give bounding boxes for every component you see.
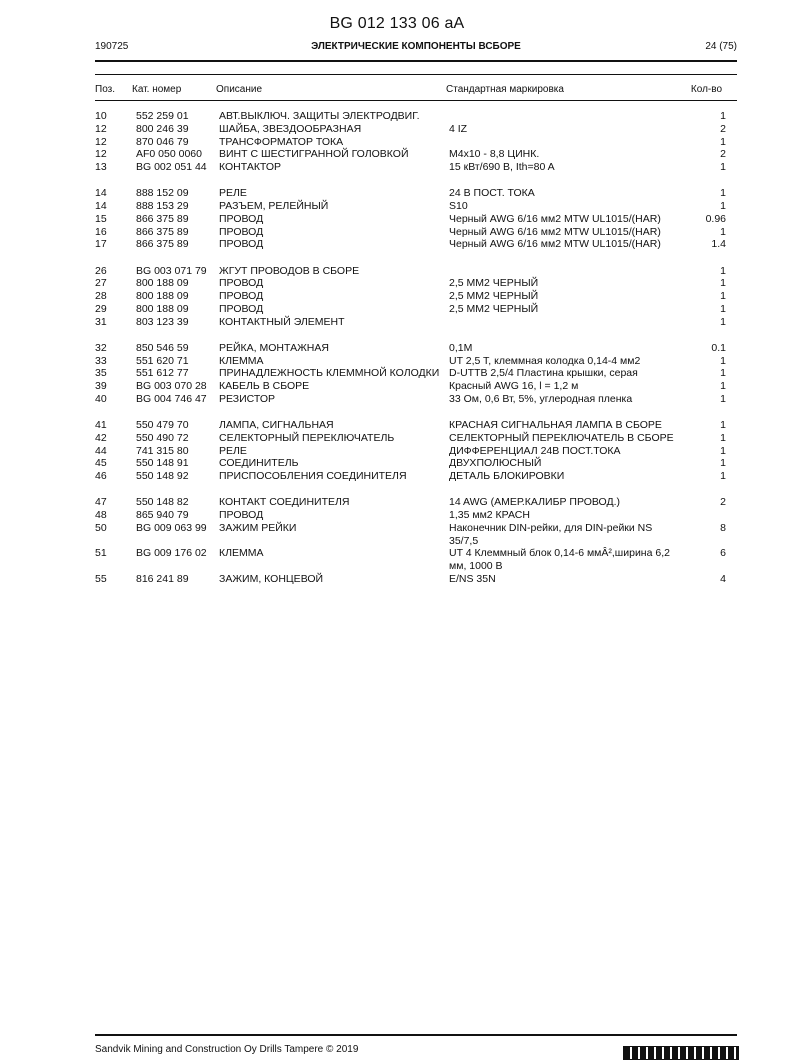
row-catalog-number: BG 009 176 02	[136, 547, 207, 560]
row-standard-marking: ДИФФЕРЕНЦИАЛ 24В ПОСТ.ТОКА	[449, 444, 621, 457]
row-position: 14	[95, 187, 107, 200]
row-description: ЗАЖИМ РЕЙКИ	[219, 521, 297, 534]
row-position: 29	[95, 302, 107, 315]
column-header-description: Описание	[216, 84, 263, 95]
table-row	[95, 123, 737, 136]
table-row	[95, 522, 737, 548]
row-description: ПРОВОД	[219, 509, 264, 521]
row-description: СЕЛЕКТОРНЫЙ ПЕРЕКЛЮЧАТЕЛЬ	[219, 431, 395, 444]
row-standard-marking: 2,5 MM2 ЧЕРНЫЙ	[449, 277, 539, 290]
row-standard-marking: ДВУХПОЛЮСНЫЙ	[449, 457, 542, 470]
row-standard-marking: 33 Ом, 0,6 Вт, 5%, углеродная пленка	[449, 392, 633, 405]
table-row	[95, 316, 737, 329]
row-description: КОНТАКТ СОЕДИНИТЕЛЯ	[219, 496, 350, 509]
row-description: РЕЛЕ	[219, 444, 247, 457]
row-catalog-number: 552 259 01	[136, 110, 189, 122]
row-quantity: 1	[720, 187, 726, 200]
row-catalog-number: 866 375 89	[136, 238, 189, 251]
table-row	[95, 187, 737, 200]
row-position: 12	[95, 135, 107, 148]
table-row	[95, 432, 737, 445]
row-position: 32	[95, 341, 107, 354]
table-row	[95, 136, 737, 149]
row-description: ЖГУТ ПРОВОДОВ В СБОРЕ	[219, 264, 360, 277]
row-catalog-number: BG 009 063 99	[136, 521, 207, 534]
row-catalog-number: 550 148 92	[136, 470, 189, 482]
row-catalog-number: 741 315 80	[136, 444, 189, 457]
row-description: КЛЕММА	[219, 547, 264, 560]
row-description: ВИНТ С ШЕСТИГРАННОЙ ГОЛОВКОЙ	[219, 148, 409, 161]
row-catalog-number: 800 246 39	[136, 122, 189, 135]
row-catalog-number: 816 241 89	[136, 572, 189, 585]
row-description: ПРОВОД	[219, 225, 264, 238]
row-standard-marking: 2,5 MM2 ЧЕРНЫЙ	[449, 302, 539, 315]
parts-group	[95, 342, 737, 406]
table-row	[95, 367, 737, 380]
row-position: 16	[95, 225, 107, 238]
table-row	[95, 457, 737, 470]
row-catalog-number: 550 479 70	[136, 419, 189, 431]
row-description: РЕЛЕ	[219, 187, 247, 200]
row-quantity: 1	[720, 470, 726, 482]
column-header-divider	[95, 100, 737, 101]
row-standard-marking: Красный AWG 16, l = 1,2 м	[449, 380, 579, 392]
row-standard-marking: 24 В ПОСТ. ТОКА	[449, 187, 535, 200]
row-position: 12	[95, 122, 107, 135]
row-description: ЗАЖИМ, КОНЦЕВОЙ	[219, 572, 324, 585]
table-row	[95, 290, 737, 303]
row-description: ПРОВОД	[219, 302, 264, 315]
table-row	[95, 200, 737, 213]
row-description: РЕЗИСТОР	[219, 392, 276, 405]
row-standard-marking: D-UTTB 2,5/4 Пластина крышки, серая	[449, 367, 638, 380]
row-position: 12	[95, 148, 107, 161]
row-position: 13	[95, 161, 107, 173]
row-standard-marking: S10	[449, 200, 468, 212]
row-standard-marking: Черный AWG 6/16 мм2 MTW UL1015/(HAR)	[449, 225, 661, 238]
row-description: КОНТАКТНЫЙ ЭЛЕМЕНТ	[219, 315, 345, 328]
footer-divider	[95, 1034, 737, 1036]
table-row	[95, 277, 737, 290]
row-quantity: 1.4	[711, 238, 726, 251]
row-catalog-number: 866 375 89	[136, 225, 189, 238]
row-catalog-number: 888 152 09	[136, 187, 189, 200]
parts-group	[95, 496, 737, 585]
row-position: 45	[95, 457, 107, 470]
parts-group	[95, 265, 737, 329]
column-header-pos: Поз.	[95, 84, 115, 95]
row-position: 44	[95, 444, 107, 457]
row-quantity: 1	[720, 444, 726, 457]
footer-logo	[623, 1046, 739, 1060]
row-quantity: 1	[720, 354, 726, 367]
table-row	[95, 355, 737, 368]
parts-group	[95, 187, 737, 251]
row-quantity: 1	[720, 302, 726, 315]
row-position: 46	[95, 470, 107, 482]
parts-group	[95, 110, 737, 174]
table-row	[95, 496, 737, 509]
row-quantity: 4	[720, 572, 726, 585]
row-quantity: 1	[720, 380, 726, 392]
row-standard-marking: 0,1M	[449, 341, 473, 354]
row-description: ПРОВОД	[219, 290, 264, 302]
row-position: 28	[95, 290, 107, 302]
row-quantity: 1	[720, 457, 726, 470]
row-quantity: 1	[720, 200, 726, 212]
table-row	[95, 265, 737, 278]
row-catalog-number: 551 620 71	[136, 354, 189, 367]
row-standard-marking: 2,5 MM2 ЧЕРНЫЙ	[449, 290, 539, 302]
row-standard-marking: Черный AWG 6/16 мм2 MTW UL1015/(HAR)	[449, 238, 661, 251]
row-standard-marking: Наконечник DIN-рейки, для DIN-рейки NS 35/7,5	[449, 521, 653, 547]
row-quantity: 1	[720, 315, 726, 328]
row-position: 35	[95, 367, 107, 380]
row-position: 47	[95, 496, 107, 509]
table-row	[95, 238, 737, 251]
row-standard-marking: UT 4 Клеммный блок 0,14-6 ммÂ²,ширина 6,2 мм, 1000 В	[449, 547, 670, 572]
row-catalog-number: 865 940 79	[136, 509, 189, 521]
table-row	[95, 419, 737, 432]
row-catalog-number: 866 375 89	[136, 212, 189, 225]
row-position: 14	[95, 200, 107, 212]
row-quantity: 2	[720, 122, 726, 135]
row-standard-marking: 15 кВт/690 В, Ith=80 A	[449, 161, 555, 173]
row-catalog-number: 803 123 39	[136, 315, 189, 328]
row-quantity: 1	[720, 277, 726, 290]
row-catalog-number: 551 612 77	[136, 367, 189, 380]
row-quantity: 1	[720, 225, 726, 238]
row-quantity: 1	[720, 290, 726, 302]
table-row	[95, 573, 737, 586]
row-standard-marking: СЕЛЕКТОРНЫЙ ПЕРЕКЛЮЧАТЕЛЬ В СБОРЕ	[449, 431, 674, 444]
row-description: ПРИНАДЛЕЖНОСТЬ КЛЕММНОЙ КОЛОДКИ	[219, 367, 440, 380]
table-row	[95, 148, 737, 161]
row-description: ШАЙБА, ЗВЕЗДООБРАЗНАЯ	[219, 122, 362, 135]
row-quantity: 1	[720, 419, 726, 431]
row-quantity: 1	[720, 135, 726, 148]
row-position: 41	[95, 419, 107, 431]
row-position: 50	[95, 521, 107, 534]
row-description: КЛЕММА	[219, 354, 264, 367]
row-standard-marking: M4x10 - 8,8 ЦИНК.	[449, 148, 540, 161]
table-row	[95, 380, 737, 393]
header-meta-row	[95, 41, 737, 55]
row-catalog-number: BG 003 070 28	[136, 380, 207, 392]
row-quantity: 6	[720, 547, 726, 560]
row-description: ПРОВОД	[219, 212, 264, 225]
table-row	[95, 226, 737, 239]
row-catalog-number: 850 546 59	[136, 341, 189, 354]
table-row	[95, 470, 737, 483]
row-position: 31	[95, 315, 107, 328]
row-description: СОЕДИНИТЕЛЬ	[219, 457, 299, 470]
row-description: АВТ.ВЫКЛЮЧ. ЗАЩИТЫ ЭЛЕКТРОДВИГ.	[219, 110, 420, 122]
column-header-standard-marking: Стандартная маркировка	[446, 84, 564, 95]
row-description: ПРИСПОСОБЛЕНИЯ СОЕДИНИТЕЛЯ	[219, 470, 407, 482]
table-row	[95, 509, 737, 522]
row-catalog-number: 800 188 09	[136, 290, 189, 302]
parts-group	[95, 419, 737, 483]
row-catalog-number: 550 148 91	[136, 457, 189, 470]
row-catalog-number: AF0 050 0060	[136, 148, 202, 161]
row-quantity: 8	[720, 521, 726, 534]
row-catalog-number: 870 046 79	[136, 135, 189, 148]
document-number: BG 012 133 06 aA	[329, 15, 465, 32]
row-quantity: 0.1	[711, 341, 726, 354]
table-row	[95, 303, 737, 316]
row-position: 40	[95, 392, 107, 405]
footer-copyright: Sandvik Mining and Construction Oy Drills Tampere © 2019	[95, 1044, 359, 1055]
row-description: ТРАНСФОРМАТОР ТОКА	[219, 135, 344, 148]
header-divider-thin	[95, 74, 737, 75]
row-position: 55	[95, 572, 107, 585]
row-quantity: 1	[720, 161, 726, 173]
column-header-catalog-number: Кат. номер	[132, 84, 182, 95]
row-catalog-number: 800 188 09	[136, 302, 189, 315]
row-standard-marking: 4 IZ	[449, 122, 468, 135]
row-description: ЛАМПА, СИГНАЛЬНАЯ	[219, 419, 334, 431]
table-row	[95, 393, 737, 406]
row-catalog-number: BG 002 051 44	[136, 161, 207, 173]
row-position: 42	[95, 431, 107, 444]
row-quantity: 1	[720, 431, 726, 444]
row-quantity: 1	[720, 110, 726, 122]
document-date: 190725	[95, 41, 129, 52]
row-description: ПРОВОД	[219, 277, 264, 290]
row-position: 17	[95, 238, 107, 251]
row-catalog-number: 550 148 82	[136, 496, 189, 509]
row-standard-marking: 14 AWG (АМЕР.КАЛИБР ПРОВОД.)	[449, 496, 621, 509]
row-position: 33	[95, 354, 107, 367]
row-position: 48	[95, 509, 107, 521]
table-row	[95, 161, 737, 174]
row-standard-marking: 1,35 мм2 КРАСН	[449, 509, 530, 521]
row-description: КОНТАКТОР	[219, 161, 282, 173]
column-header-quantity: Кол-во	[690, 84, 722, 95]
row-standard-marking: UT 2,5 T, клеммная колодка 0,14-4 мм2	[449, 354, 641, 367]
table-row	[95, 342, 737, 355]
row-description: КАБЕЛЬ В СБОРЕ	[219, 380, 310, 392]
row-position: 10	[95, 110, 107, 122]
header-divider-thick	[95, 60, 737, 62]
row-standard-marking: ДЕТАЛЬ БЛОКИРОВКИ	[449, 470, 565, 482]
table-row	[95, 213, 737, 226]
row-standard-marking: Черный AWG 6/16 мм2 MTW UL1015/(HAR)	[449, 212, 661, 225]
row-position: 39	[95, 380, 107, 392]
row-position: 51	[95, 547, 107, 560]
row-description: РАЗЪЕМ, РЕЛЕЙНЫЙ	[219, 200, 329, 212]
row-quantity: 1	[720, 392, 726, 405]
table-row	[95, 547, 737, 573]
row-position: 26	[95, 264, 107, 277]
row-standard-marking: E/NS 35N	[449, 572, 496, 585]
row-description: ПРОВОД	[219, 238, 264, 251]
row-position: 15	[95, 212, 107, 225]
table-row	[95, 110, 737, 123]
row-catalog-number: 800 188 09	[136, 277, 189, 290]
page-number: 24 (75)	[705, 41, 737, 52]
page-title: ЭЛЕКТРИЧЕСКИЕ КОМПОНЕНТЫ ВСБОРЕ	[311, 41, 521, 52]
row-catalog-number: BG 003 071 79	[136, 264, 207, 277]
parts-table	[95, 110, 737, 599]
row-quantity: 0.96	[705, 212, 726, 225]
row-position: 27	[95, 277, 107, 290]
row-quantity: 2	[720, 148, 726, 161]
row-quantity: 2	[720, 496, 726, 509]
row-catalog-number: 888 153 29	[136, 200, 189, 212]
row-quantity: 1	[720, 264, 726, 277]
row-standard-marking: КРАСНАЯ СИГНАЛЬНАЯ ЛАМПА В СБОРЕ	[449, 419, 662, 431]
table-row	[95, 445, 737, 458]
row-description: РЕЙКА, МОНТАЖНАЯ	[219, 341, 329, 354]
row-quantity: 1	[720, 367, 726, 380]
row-catalog-number: BG 004 746 47	[136, 392, 207, 405]
row-catalog-number: 550 490 72	[136, 431, 189, 444]
